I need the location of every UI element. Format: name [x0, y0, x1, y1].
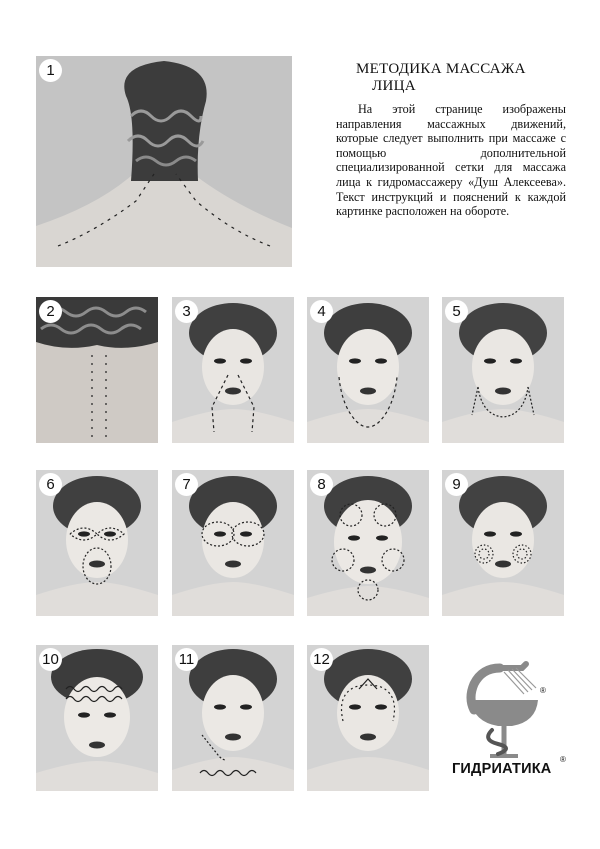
registered-mark: ®: [560, 755, 566, 764]
registered-mark: ®: [540, 686, 546, 695]
panel-number: 10: [39, 648, 62, 671]
panel-5-face-chin-line: [442, 297, 564, 443]
panel-number: 12: [310, 648, 333, 671]
intro-paragraph: На этой странице изображены направления массажных движений, которые следует выполнить при массаже с помощью дополнительной специализированной сетки для массажа лица к гидромассажеру «Душ Алексеева». Текст инструкций и пояснений к каждой картинке расположен на обороте.: [336, 102, 566, 219]
brand-logo: [452, 660, 570, 784]
panel-8-face-many-circles: [307, 470, 429, 616]
panel-2-neck-vertical-lines: [36, 297, 158, 443]
panel-3-face-nose-lines: [172, 297, 294, 443]
panel-9-face-cheek-spirals: [442, 470, 564, 616]
title-line-2: ЛИЦА: [372, 78, 416, 94]
panel-number: 2: [39, 300, 62, 323]
panel-6-face-eye-nose: [36, 470, 158, 616]
panel-number: 6: [39, 473, 62, 496]
panel-number: 8: [310, 473, 333, 496]
panel-number: 4: [310, 300, 333, 323]
panel-number: 9: [445, 473, 468, 496]
panel-7-face-eye-circles: [172, 470, 294, 616]
title-line-1: МЕТОДИКА МАССАЖА: [356, 61, 526, 77]
panel-4-face-jaw-loops: [307, 297, 429, 443]
page-title: [356, 61, 576, 95]
panel-number: 7: [175, 473, 198, 496]
bowl-of-hygieia-icon: [452, 660, 562, 760]
panel-11-face-jaw-waves: [172, 645, 294, 791]
back-neck-illustration: [36, 56, 292, 267]
panel-number: 1: [39, 59, 62, 82]
panel-10-face-forehead-waves: [36, 645, 158, 791]
brand-name: ГИДРИАТИКА: [452, 761, 552, 777]
panel-number: 11: [175, 648, 198, 671]
panel-1-back-neck: [36, 56, 292, 267]
panel-number: 5: [445, 300, 468, 323]
panel-number: 3: [175, 300, 198, 323]
panel-12-face-temple-lines: [307, 645, 429, 791]
